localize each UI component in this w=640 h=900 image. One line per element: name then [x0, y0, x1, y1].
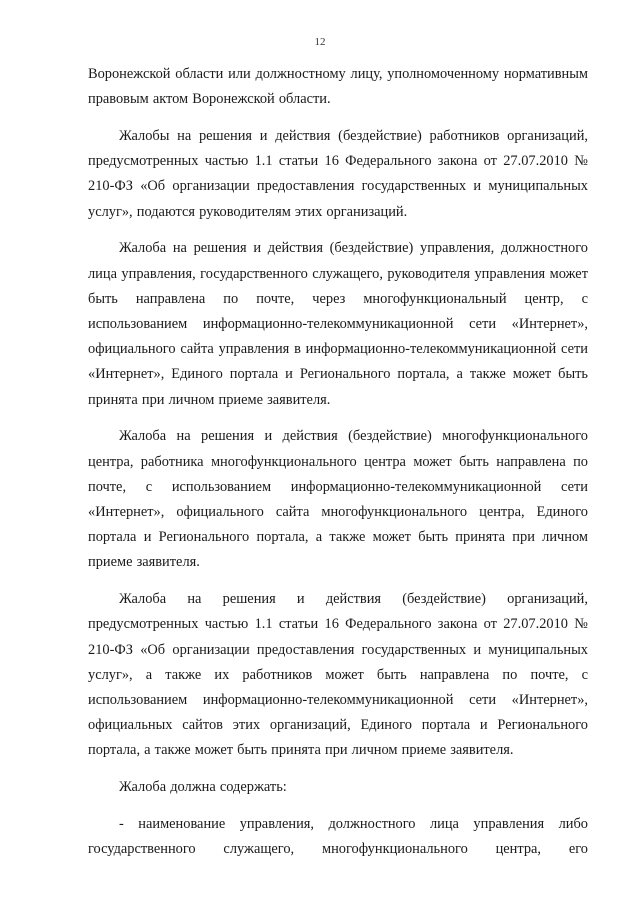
page-number: 12 — [314, 36, 326, 48]
paragraph-1: Воронежской области или должностному лицу, уполномоченному нормативным правовым актом Воронежской области. — [88, 66, 588, 108]
paragraph-7: - наименование управления, должностного лица управления либо государственного служащего, многофункционального центра, его — [88, 816, 588, 858]
paragraph-4: Жалоба на решения и действия (бездействие) многофункционального центра, работника многофункционального центра может быть направлена по почте, с использованием информационно-телекоммуникационной сети «Интернет», официального сайта многофункционального центра, Единого портала и Регионального портала, а также может быть принята при личном приеме заявителя. — [88, 428, 588, 571]
paragraph-2: Жалобы на решения и действия (бездействие) работников организаций, предусмотренных частью 1.1 статьи 16 Федерального закона от 27.07.2010 № 210-ФЗ «Об организации предоставления государственных и муниципальных услуг», подаются руководителям этих организаций. — [88, 128, 588, 220]
paragraph-5: Жалоба на решения и действия (бездействие) организаций, предусмотренных частью 1.1 статьи 16 Федерального закона от 27.07.2010 № 210-ФЗ «Об организации предоставления государственных и муниципальных услуг», а также их работников может быть направлена по почте, с использованием информационно-телекоммуникационной сети «Интернет», официальных сайтов этих организаций, Единого портала и Регионального портала, а также может быть принята при личном приеме заявителя. — [88, 591, 588, 759]
paragraph-6: Жалоба должна содержать: — [119, 779, 287, 796]
document-body — [88, 62, 588, 874]
paragraph-3: Жалоба на решения и действия (бездействие) управления, должностного лица управления, государственного служащего, руководителя управления может быть направлена по почте, через многофункциональный центр, с использованием информационно-телекоммуникационной сети «Интернет», официального сайта управления в информационно-телекоммуникационной сети «Интернет», Единого портала и Регионального портала, а также может быть принята при личном приеме заявителя. — [88, 240, 588, 408]
